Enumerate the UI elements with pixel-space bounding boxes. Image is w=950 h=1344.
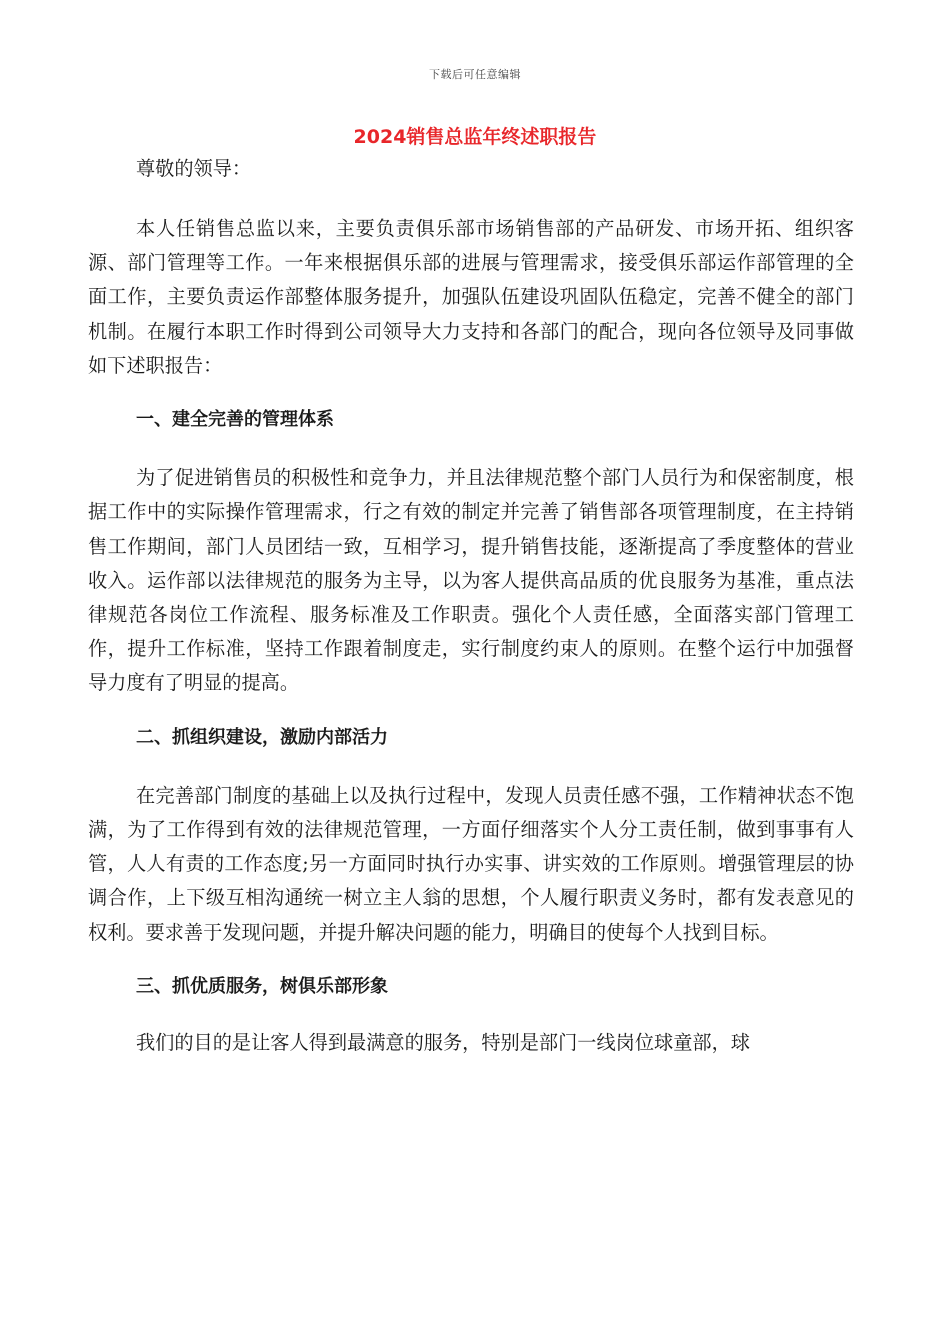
section-body: 为了促进销售员的积极性和竞争力，并且法律规范整个部门人员行为和保密制度，根据工作中的实际操作管理需求，行之有效的制定并完善了销售部各项管理制度，在主持销售工作期间，部门人员团结一致，互相学习，提升销售技能，逐渐提高了季度整体的营业收入。运作部以法律规范的服务为主导，以为客人提供高品质的优良服务为基准，重点法律规范各岗位工作流程、服务标准及工作职责。强化个人责任感，全面落实部门管理工作，提升工作标准，坚持工作跟着制度走，实行制度约束人的原则。在整个运行中加强督导力度有了明显的提高。	[88, 466, 854, 695]
section-heading: 一、建全完善的管理体系	[136, 409, 334, 431]
document-body	[88, 152, 854, 1060]
header-note: 下载后可任意编辑	[429, 68, 521, 81]
document-title: 2024销售总监年终述职报告	[353, 126, 597, 148]
section-body: 在完善部门制度的基础上以及执行过程中，发现人员责任感不强，工作精神状态不饱满，为了工作得到有效的法律规范管理，一方面仔细落实个人分工责任制，做到事事有人管，人人有责的工作态度;另一方面同时执行办实事、讲实效的工作原则。增强管理层的协调合作，上下级互相沟通统一树立主人翁的思想，个人履行职责义务时，都有发表意见的权利。要求善于发现问题，并提升解决问题的能力，明确目的使每个人找到目标。	[88, 783, 854, 944]
salutation: 尊敬的领导：	[136, 157, 252, 180]
section-body: 我们的目的是让客人得到最满意的服务，特别是部门一线岗位球童部，球	[136, 1031, 750, 1055]
intro-paragraph: 本人任销售总监以来，主要负责俱乐部市场销售部的产品研发、市场开拓、组织客源、部门管理等工作。一年来根据俱乐部的进展与管理需求，接受俱乐部运作部管理的全面工作，主要负责运作部整体服务提升，加强队伍建设巩固队伍稳定，完善不健全的部门机制。在履行本职工作时得到公司领导大力支持和各部门的配合，现向各位领导及同事做如下述职报告：	[88, 217, 854, 377]
section-heading: 三、抓优质服务，树俱乐部形象	[136, 975, 388, 997]
section-heading: 二、抓组织建设，激励内部活力	[136, 726, 388, 748]
